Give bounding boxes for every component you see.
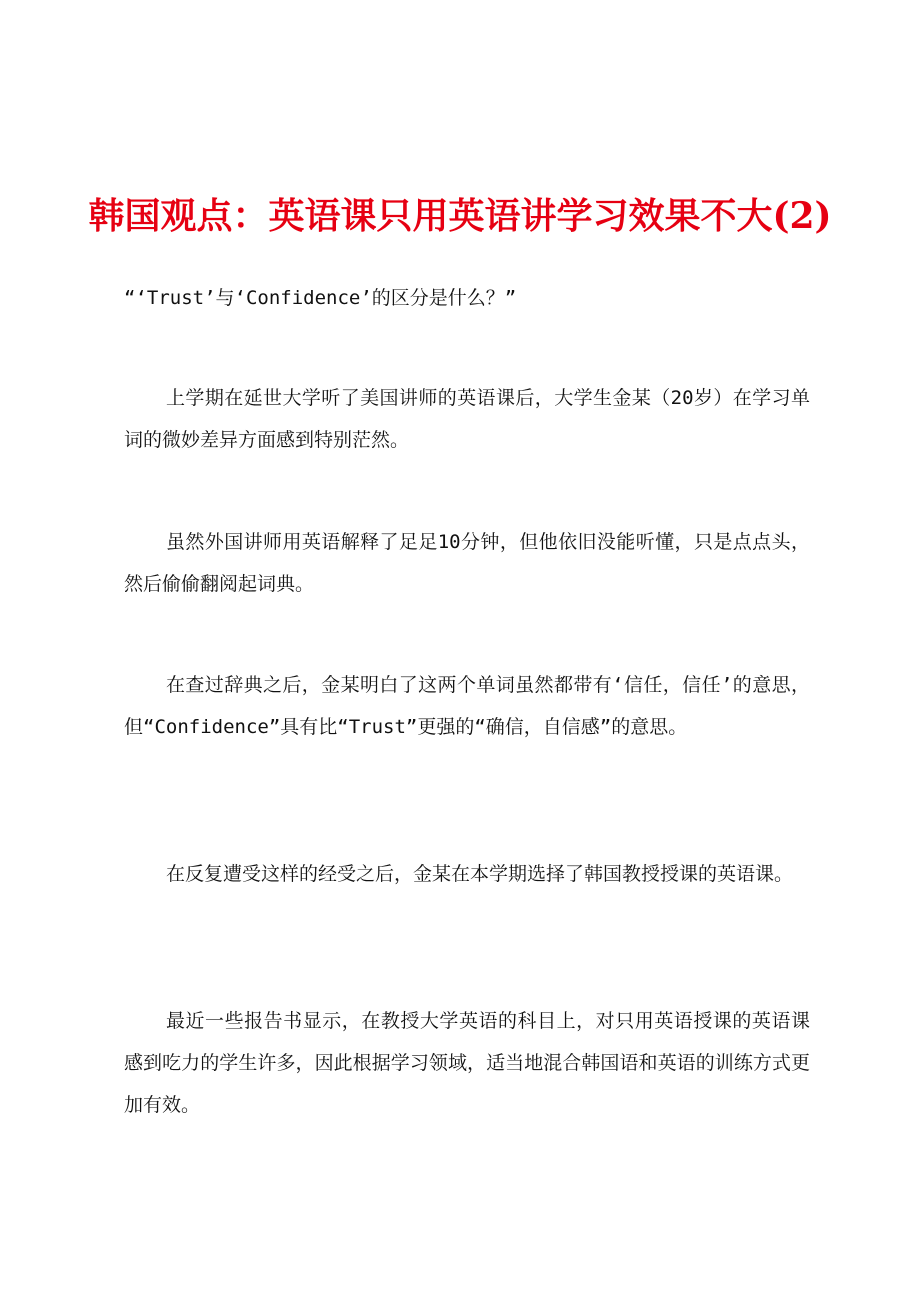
document-subtitle: “‘Trust’与‘Confidence’的区分是什么？” (124, 287, 517, 309)
paragraph-5: 最近一些报告书显示，在教授大学英语的科目上，对只用英语授课的英语课感到吃力的学生许多，因此根据学习领域，适当地混合韩国语和英语的训练方式更加有效。 (124, 1010, 810, 1116)
document-title: 韩国观点：英语课只用英语讲学习效果不大(2) (88, 195, 832, 237)
paragraph-2: 虽然外国讲师用英语解释了足足10分钟，但他依旧没能听懂，只是点点头，然后偷偷翻阅起词典。 (124, 531, 810, 595)
paragraph-3: 在查过辞典之后，金某明白了这两个单词虽然都带有‘信任，信任’的意思，但“Confidence”具有比“Trust”更强的“确信，自信感”的意思。 (124, 674, 810, 738)
paragraph-4: 在反复遭受这样的经受之后，金某在本学期选择了韩国教授授课的英语课。 (166, 863, 794, 885)
paragraph-1: 上学期在延世大学听了美国讲师的英语课后，大学生金某（20岁）在学习单词的微妙差异方面感到特别茫然。 (124, 387, 810, 451)
